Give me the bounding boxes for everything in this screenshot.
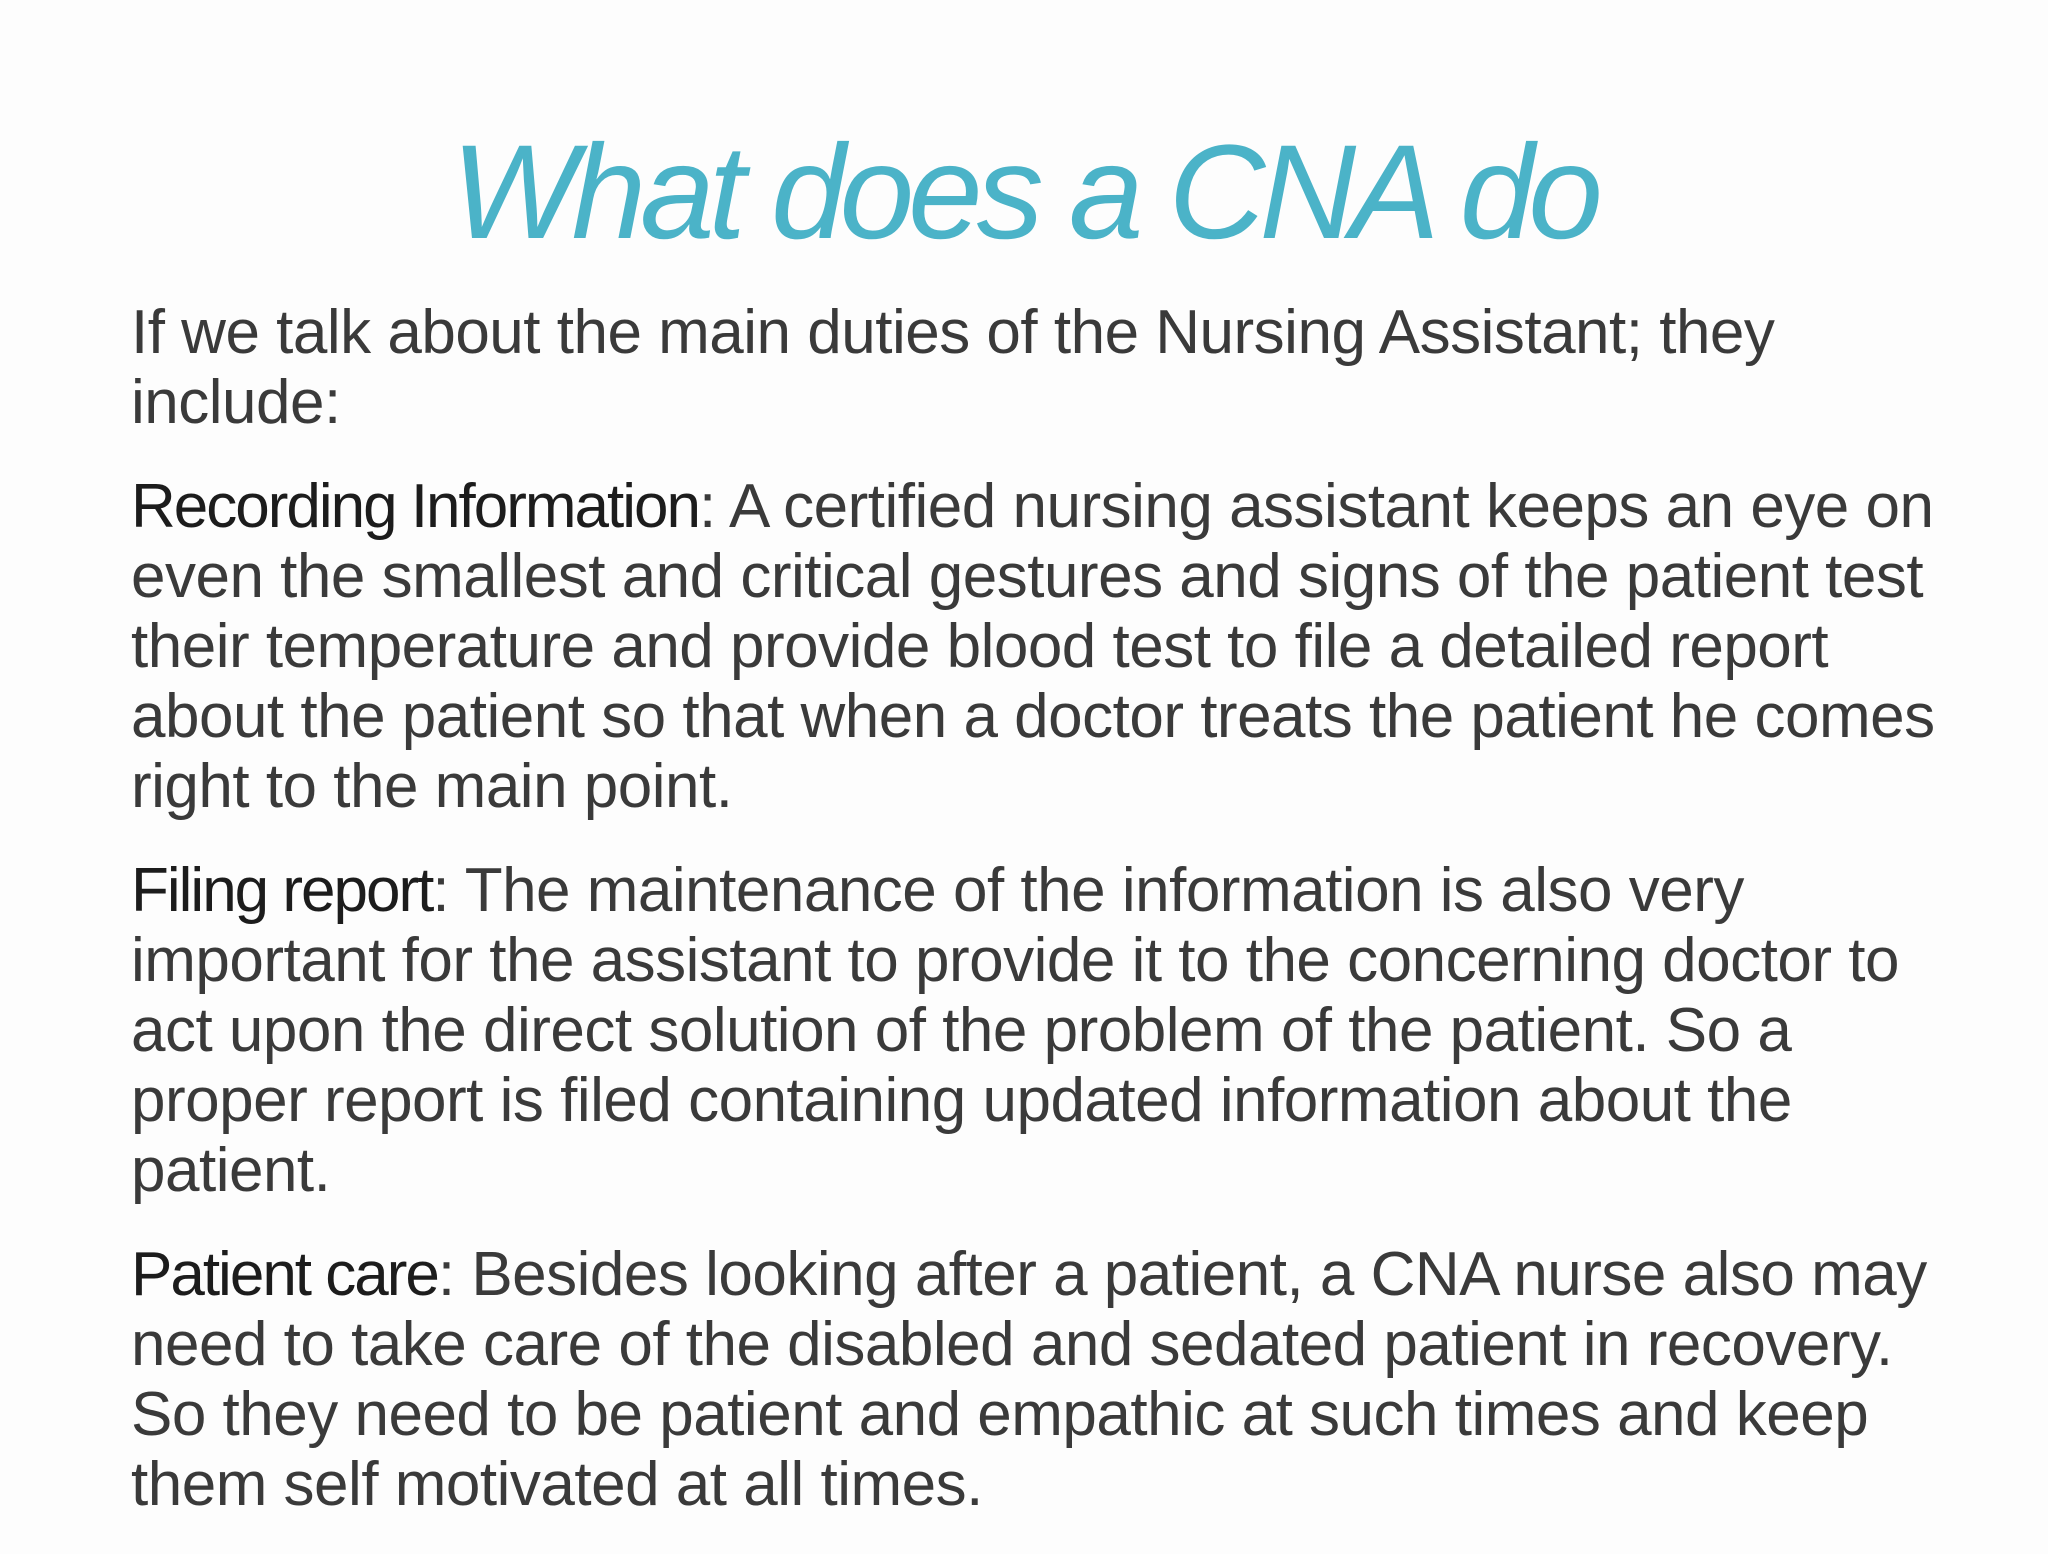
duty-term: Filing report bbox=[131, 856, 433, 925]
slide-body bbox=[131, 298, 1961, 1554]
duty-separator: : bbox=[432, 856, 450, 925]
duty-separator: : bbox=[437, 1240, 455, 1309]
duty-description: Besides looking after a patient, a CNA nurse also may need to take care of the disabled and sedated patient in recovery. So they need to be patient and empathic at such times and keep them self motivated at all times. bbox=[131, 1240, 1927, 1519]
duty-description: The maintenance of the information is also very important for the assistant to provide it to the concerning doctor to act upon the direct solution of the problem of the patient. So a proper report is filed containing updated information about the patient. bbox=[131, 856, 1899, 1205]
duty-term: Patient care bbox=[131, 1240, 438, 1309]
slide-title: What does a CNA do bbox=[451, 118, 1597, 267]
duty-term: Recording Information bbox=[131, 472, 699, 541]
duty-patient-care bbox=[131, 1240, 1961, 1520]
duty-recording-information bbox=[131, 472, 1961, 822]
duty-description: A certified nursing assistant keeps an eye on even the smallest and critical gestures and signs of the patient test their temperature and provide blood test to file a detailed report about the patient so that when a doctor treats the patient he comes right to the main point. bbox=[131, 472, 1935, 821]
intro-paragraph: If we talk about the main duties of the Nursing Assistant; they include: bbox=[131, 298, 1775, 437]
duty-filing-report bbox=[131, 856, 1961, 1206]
duty-separator: : bbox=[698, 472, 716, 541]
